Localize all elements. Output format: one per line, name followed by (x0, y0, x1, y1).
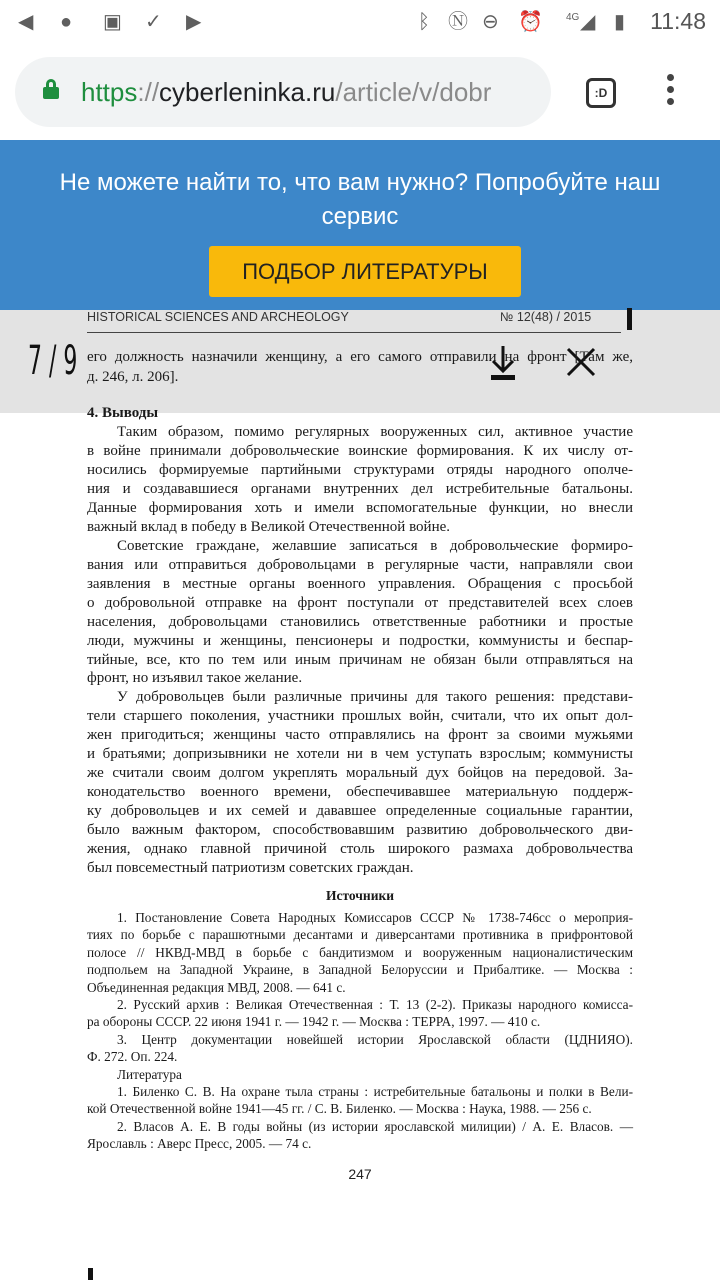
text-line: жения, однако главной причиной столь широкого размаха добровольчества (87, 841, 633, 858)
text-line: населения, добровольцами становились ответственные работники и простые (87, 613, 633, 630)
banner-text: Не можете найти то, что вам нужно? Попробуйте наш сервис (59, 169, 661, 230)
nfc-icon: Ⓝ (448, 11, 468, 33)
page-number: 247 (348, 1166, 372, 1182)
status-bar (0, 0, 720, 44)
text-line: тиях по борьбе с парашютными десантами и диверсантами противника в прифронтовой (87, 927, 633, 943)
text-line: конодательство военного времени, обеспечивавшее материальную поддерж- (87, 784, 633, 801)
lock-icon[interactable] (43, 79, 59, 99)
youtube-icon: ▶ (186, 11, 202, 33)
text-line: Таким образом, помимо регулярных вооруженных сил, активное участие (117, 424, 633, 440)
text-line: о добровольной отправке на фронт поступали от представителей всех слоев (87, 594, 633, 611)
text-line: в войне принимали добровольческие воинские формирования. К их числу от- (87, 442, 633, 459)
text-line: подпольем на Западной Украине, в Западной Белоруссии и Прибалтике. — Москва : (87, 962, 633, 978)
address-bar[interactable] (15, 57, 551, 127)
back-app-icon: ◀ (18, 11, 34, 33)
text-line: важный вклад в победу в Великой Отечественной войне. (87, 518, 451, 535)
text-line: Данные формирования хоть и имели вспомогательные функции, но внесли (87, 499, 633, 516)
text-line: фронт, но изъявил такое желание. (87, 670, 303, 687)
text-line: ку добровольцев и их семей и дававшее определенные социальные гарантии, (87, 803, 633, 820)
text-line: Ярославль : Аверс Пресс, 2005. — 74 с. (87, 1136, 312, 1152)
sources-heading: Источники (325, 888, 395, 903)
text-line: 1. Биленко С. В. На охране тыла страны : истребительные батальоны и полки в Вели- (117, 1084, 633, 1099)
url-text[interactable]: https://cyberleninka.ru/article/v/dobr (81, 77, 492, 107)
text-line: тели старшего поколения, участники прошлых войн, считали, что их опыт дол- (87, 708, 633, 725)
text-line: жен пригодиться; женщины часто отправлялись на фронт за своими мужьями (87, 727, 633, 744)
text-line: заявления в местные органы военного управления. Обращения с просьбой (87, 575, 633, 592)
more-menu-icon[interactable] (660, 74, 680, 110)
text-line: 2. Русский архив : Великая Отечественная : Т. 13 (2-2). Приказы народного комисса- (117, 997, 633, 1012)
text-line: его должность назначили женщину, а его самого отправили на фронт [Там же, (87, 349, 633, 365)
page-edge-mark (627, 308, 632, 330)
tab-switcher-button[interactable]: :D (586, 78, 616, 108)
battery-icon: ▮ (614, 11, 626, 33)
bluetooth-icon: ᛒ (418, 11, 430, 33)
text-line: люди, мужчины и женщины, пенсионеры и подростки, коммунисты и беспар- (87, 632, 633, 649)
text-line: носились формируемые партийными структурами отряды народного ополче- (87, 461, 633, 478)
text-line: У добровольцев были различные причины для такого решения: представи- (117, 689, 633, 706)
text-line: кой Отечественной войне 1941—45 гг. / С. В. Биленко. — Москва : Наука, 1988. — 256 с. (87, 1101, 592, 1117)
text-line: 1. Постановление Совета Народных Комиссаров СССР № 1738-746сс о мероприя- (117, 910, 633, 925)
text-line: 2. Власов А. Е. В годы войны (из истории ярославской милиции) / А. Е. Власов. — (117, 1118, 633, 1134)
text-line: 3. Центр документации новейшей истории Ярославской области (ЦДНИЯО). (117, 1031, 633, 1047)
text-line: полосе // НКВД-МВД в борьбе с бандитизмом и вооруженным националистическим (87, 944, 633, 960)
text-line: ния и создававшиеся органами внутренних дел истребительные батальоны. (87, 480, 633, 497)
header-rule (87, 332, 621, 333)
text-line: ра обороны СССР. 22 июня 1941 г. — 1942 г. — Москва : ТЕРРА, 1997. — 410 с. (87, 1014, 541, 1030)
dnd-icon: ⊖ (482, 11, 499, 33)
text-line: Советские граждане, желавшие записаться в добровольческие формиро- (117, 537, 633, 554)
alarm-icon: ⏰ (518, 11, 543, 33)
download-done-icon: ✓ (145, 11, 162, 33)
text-line: Объединенная редакция МВД, 2008. — 641 с. (87, 979, 346, 995)
text-line: и братьями; допризывники не хотели ни в чем уступать взрослым; коммунисты (87, 746, 633, 763)
journal-title: HISTORICAL SCIENCES AND ARCHEOLOGY (87, 310, 349, 324)
clock: 11:48 (650, 8, 706, 34)
text-line: Литература (117, 1066, 182, 1082)
text-line: вания или отправиться добровольцами в регулярные части, направляли свои (87, 556, 633, 573)
text-line: д. 246, л. 206]. (87, 369, 179, 385)
text-line: же считали своим долгом укреплять моральный дух бойцов на передовой. За- (87, 765, 633, 782)
signal-icon: ◢ (580, 11, 596, 33)
page-edge-mark (88, 1268, 93, 1280)
text-line: Ф. 272. Оп. 224. (87, 1049, 178, 1065)
literature-selection-button[interactable]: ПОДБОР ЛИТЕРАТУРЫ (209, 246, 521, 297)
section-heading: 4. Выводы (87, 405, 159, 421)
message-icon: ● (60, 11, 73, 33)
text-line: было важным фактором, способствовавшим развитию добровольческого дви- (87, 822, 633, 839)
issue-number: № 12(48) / 2015 (500, 310, 592, 324)
page-counter: 7 / 9 (28, 338, 78, 384)
browser-toolbar (0, 44, 720, 140)
network-type: 4G (566, 12, 580, 23)
text-line: тийные, все, кто по тем или иным причинам не обязан были отправляться на (87, 651, 633, 668)
image-icon: ▣ (103, 11, 122, 33)
text-line: был повсеместный патриотизм советских граждан. (87, 860, 414, 877)
